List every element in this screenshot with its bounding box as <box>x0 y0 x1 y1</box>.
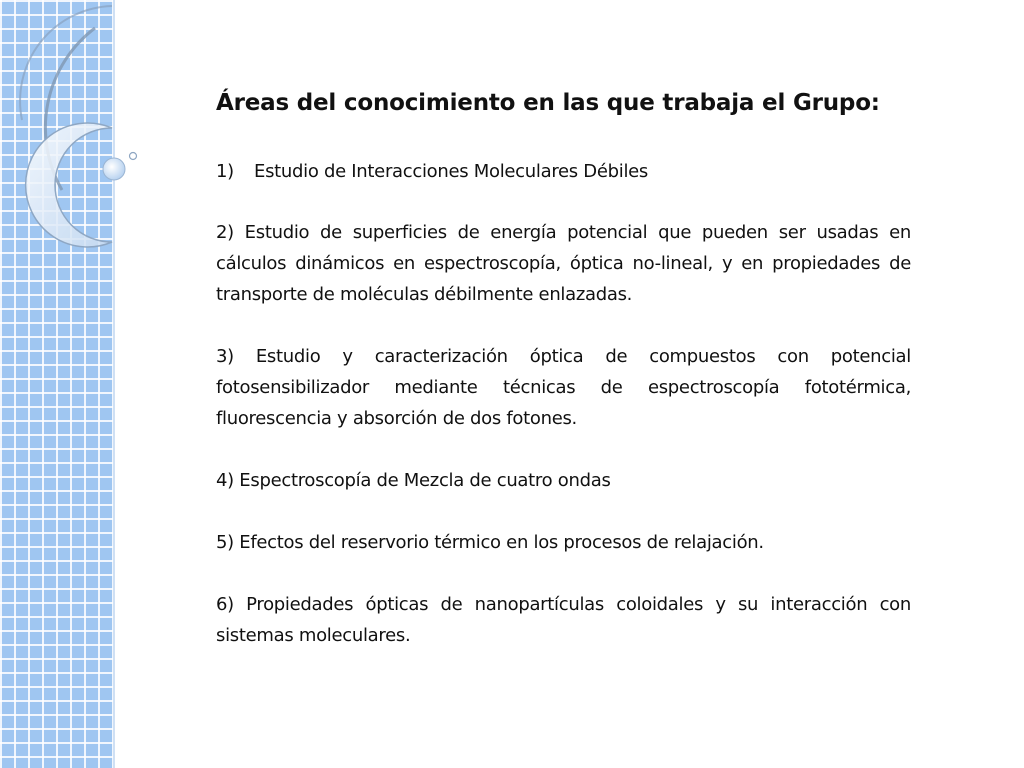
list-item-4: 4) Espectroscopía de Mezcla de cuatro ondas <box>216 470 611 491</box>
small-ring-dot <box>130 153 137 160</box>
list-item-1-text: Estudio de Interacciones Moleculares Débiles <box>254 161 649 182</box>
list-item-1 <box>216 156 911 187</box>
upper-thin-arc <box>20 6 112 120</box>
slide-content <box>216 86 911 682</box>
decorative-circles-graphic <box>0 0 180 300</box>
list-item-5: 5) Efectos del reservorio térmico en los procesos de relajación. <box>216 532 764 553</box>
crescent-ring <box>26 123 112 247</box>
list-item-3: 3) Estudio y caracterización óptica de compuestos con potencial fotosensibilizador mediante técnicas de espectroscopía fototérmica, fluorescencia y absorción de dos fotones. <box>216 346 911 429</box>
list-item-1-number: 1) <box>216 161 234 182</box>
slide-title: Áreas del conocimiento en las que trabaja el Grupo: <box>216 90 880 116</box>
list-item-2: 2) Estudio de superficies de energía potencial que pueden ser usadas en cálculos dinámicos en espectroscopía, óptica no-lineal, y en propiedades de transporte de moléculas débilmente enlazadas. <box>216 222 911 305</box>
glossy-dot <box>103 158 125 180</box>
list-item-6: 6) Propiedades ópticas de nanopartículas coloidales y su interacción con sistemas moleculares. <box>216 594 911 646</box>
